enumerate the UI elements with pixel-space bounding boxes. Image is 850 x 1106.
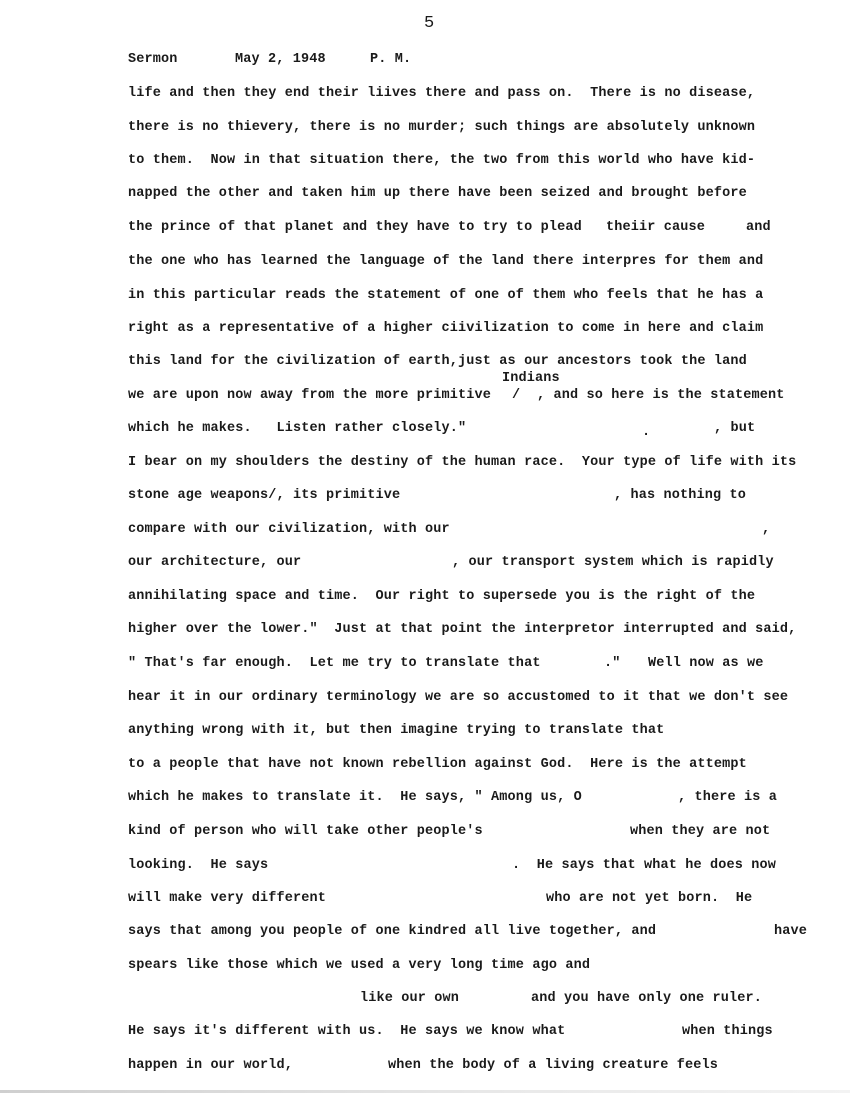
text-line-29a: He says it's different with us. He says we know what <box>128 1024 566 1039</box>
text-line-14b: , <box>762 522 771 537</box>
text-line-22b: , there is a <box>678 790 778 805</box>
text-line-24b: . He says that what he does now <box>512 858 777 873</box>
page-number: 5 <box>424 14 435 33</box>
text-line-29b: when things <box>682 1024 773 1039</box>
text-line-10a: we are upon now away from the more primitive <box>128 388 492 403</box>
text-line-22a: which he makes to translate it. He says, " Among us, O <box>128 790 582 805</box>
text-line-25a: will make very different <box>128 891 327 906</box>
text-line-5b: theiir cause <box>606 220 706 235</box>
text-line-2: there is no thievery, there is no murder; such things are absolutely unknown <box>128 120 756 135</box>
text-line-1: life and then they end their liives there and pass on. There is no disease, <box>128 86 756 101</box>
text-line-26b: have <box>774 924 808 939</box>
text-line-19: hear it in our ordinary terminology we are so accustomed to it that we don't see <box>128 690 789 705</box>
text-line-15b: , our transport system which is rapidly <box>452 555 774 570</box>
text-line-11b: . <box>642 425 651 440</box>
text-line-18a: " That's far enough. Let me try to translate that <box>128 656 541 671</box>
text-line-12: I bear on my shoulders the destiny of the human race. Your type of life with its <box>128 455 797 470</box>
text-line-25b: who are not yet born. He <box>546 891 753 906</box>
text-line-17: higher over the lower." Just at that point the interpretor interrupted and said, <box>128 622 797 637</box>
text-line-24a: looking. He says <box>128 858 269 873</box>
text-line-30b: when the body of a living creature feels <box>388 1058 719 1073</box>
text-line-5c: and <box>746 220 771 235</box>
text-line-6: the one who has learned the language of the land there interpres for them and <box>128 254 764 269</box>
text-line-14a: compare with our civilization, with our <box>128 522 450 537</box>
text-line-10c: , and so here is the statement <box>537 388 785 403</box>
header-date: May 2, 1948 <box>235 52 326 67</box>
text-line-8: right as a representative of a higher ciivilization to come in here and claim <box>128 321 764 336</box>
header-label: Sermon <box>128 52 178 67</box>
text-line-28b: and you have only one ruler. <box>531 991 763 1006</box>
insertion-indians: Indians <box>502 371 560 386</box>
text-line-13a: stone age weapons/, its primitive <box>128 488 401 503</box>
text-line-9: this land for the civilization of earth,just as our ancestors took the land <box>128 354 747 369</box>
text-line-11a: which he makes. Listen rather closely." <box>128 421 467 436</box>
header-time: P. M. <box>370 52 412 67</box>
text-line-27: spears like those which we used a very long time ago and <box>128 958 591 973</box>
text-line-16: annihilating space and time. Our right to supersede you is the right of the <box>128 589 756 604</box>
text-line-3: to them. Now in that situation there, the two from this world who have kid- <box>128 153 756 168</box>
text-line-18b: ." <box>604 656 621 671</box>
text-line-28a: like our own <box>360 991 460 1006</box>
text-line-10b: / <box>512 388 521 403</box>
page-bottom-edge <box>0 1090 850 1093</box>
text-line-7: in this particular reads the statement of one of them who feels that he has a <box>128 288 764 303</box>
text-line-23a: kind of person who will take other people's <box>128 824 483 839</box>
text-line-30a: happen in our world, <box>128 1058 294 1073</box>
text-line-15a: our architecture, our <box>128 555 302 570</box>
text-line-20: anything wrong with it, but then imagine trying to translate that <box>128 723 665 738</box>
text-line-26a: says that among you people of one kindred all live together, and <box>128 924 657 939</box>
text-line-21: to a people that have not known rebellion against God. Here is the attempt <box>128 757 747 772</box>
text-line-5a: the prince of that planet and they have to try to plead <box>128 220 582 235</box>
text-line-23b: when they are not <box>630 824 771 839</box>
text-line-4: napped the other and taken him up there have been seized and brought before <box>128 186 747 201</box>
text-line-13b: , has nothing to <box>614 488 747 503</box>
text-line-11c: , but <box>714 421 756 436</box>
text-line-18c: Well now as we <box>648 656 764 671</box>
